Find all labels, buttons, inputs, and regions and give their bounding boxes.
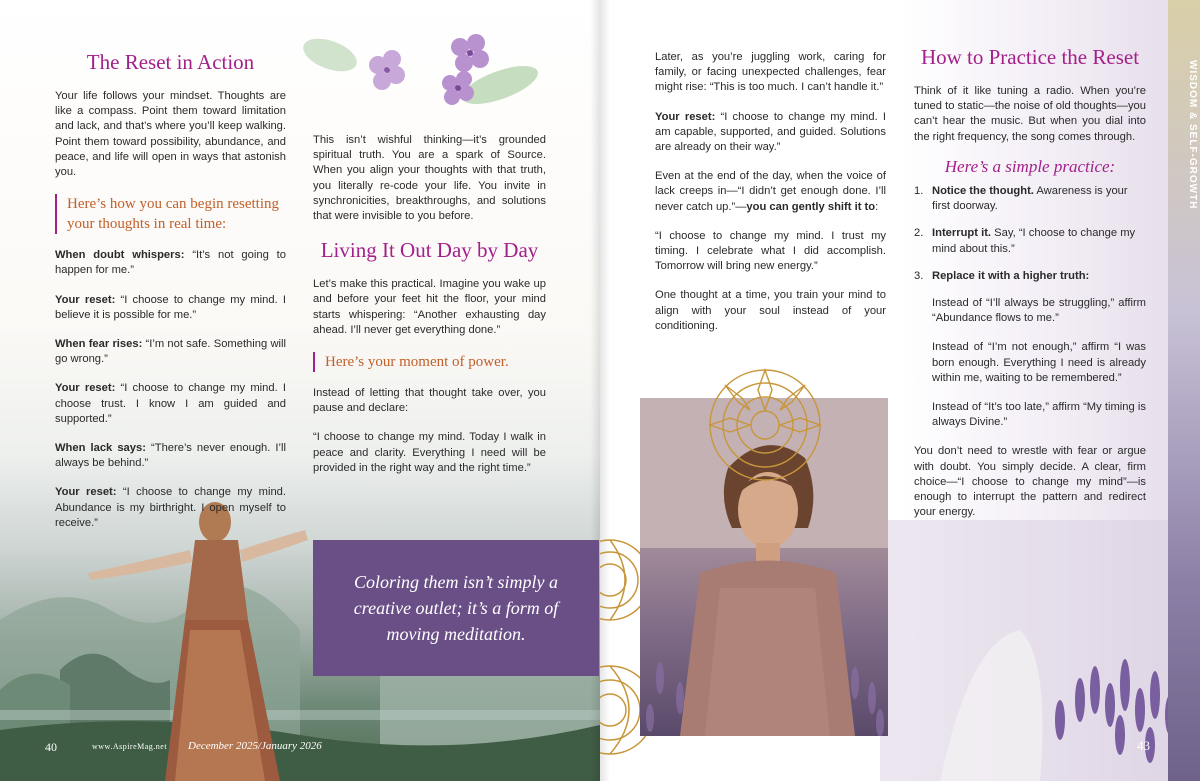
heading-how-to-practice: How to Practice the Reset bbox=[920, 45, 1140, 69]
radio-paragraph: Think of it like tuning a radio. When you’re tuned to static—the noise of old thoughts—you can’t hear the music. But when you dial into the right frequency, the song comes through. bbox=[914, 85, 1146, 143]
step-2: 2. Interrupt it. Say, “I choose to change my mind about this.” bbox=[914, 227, 1136, 255]
callout-begin-resetting: Here’s how you can begin resetting your thoughts in real time: bbox=[55, 194, 286, 234]
pair-reset-3: Your reset: “I choose to change my mind. Abundance is my birthright. I open myself to receive.” bbox=[55, 486, 286, 529]
declaration-paragraph: “I choose to change my mind. Today I walk in peace and clarity. Everything I need will be provided in the right way and the right time.” bbox=[313, 431, 546, 474]
trust-timing-paragraph: “I choose to change my mind. I trust my timing. I celebrate what I did accomplish. Tomorrow will bring new energy.” bbox=[655, 229, 886, 273]
reset-paragraph: Your reset: “I choose to change my mind. I am capable, supported, and guided. Solutions are already on their way.” bbox=[655, 110, 886, 154]
lilac-flowers-decoration bbox=[300, 25, 550, 115]
website-footer: www.AspireMag.net bbox=[92, 742, 168, 751]
example-not-enough: Instead of “I’m not enough,” affirm “I was born enough. Everything I need is already within me, waiting to be remembered.” bbox=[932, 341, 1146, 384]
spiritual-truth-paragraph: This isn’t wishful thinking—it’s grounded spiritual truth. You are a spark of Source. When you align your thoughts with that truth, you literally re-code your life. You invite in synchronicities, breakthroughs, and solutions that were invisible to you before. bbox=[313, 134, 546, 223]
pull-quote bbox=[313, 540, 599, 676]
end-of-day-paragraph: Even at the end of the day, when the voice of lack creeps in—“I didn’t get enough done. I’ll never catch up.”—you can gently shift it to: bbox=[655, 170, 886, 213]
subhead-simple-practice: Here’s a simple practice: bbox=[944, 156, 1116, 176]
pause-paragraph: Instead of letting that thought take over, you pause and declare: bbox=[313, 387, 546, 415]
column-3 bbox=[655, 50, 886, 348]
column-4 bbox=[914, 45, 1146, 534]
column-2 bbox=[313, 133, 546, 490]
one-thought-paragraph: One thought at a time, you train your mind to align with your soul instead of your conditioning. bbox=[655, 289, 886, 332]
step-1: 1. Notice the thought. Awareness is your first doorway. bbox=[914, 185, 1128, 213]
pair-lack: When lack says: “There’s never enough. I’ll always be behind.” bbox=[55, 442, 286, 470]
pair-reset-1: Your reset: “I choose to change my mind. I believe it is possible for me.” bbox=[55, 293, 286, 321]
example-too-late: Instead of “It’s too late,” affirm “My timing is always Divine.” bbox=[932, 401, 1146, 429]
column-1 bbox=[55, 50, 286, 545]
page-number-left: 40 bbox=[45, 740, 57, 754]
heading-living-it-out: Living It Out Day by Day bbox=[320, 238, 539, 263]
closing-paragraph: You don’t need to wrestle with fear or argue with doubt. You simply decide. A clear, firm choice—“I choose to change my mind”—is enough to interrupt the pattern and redirect your energy. bbox=[914, 445, 1146, 519]
intro-paragraph: Your life follows your mindset. Thoughts are like a compass. Point them toward limitation and lack, and that’s where you’ll keep walking. Point them toward possibility, abundance, and peace, and life will open in ways that astonish you. bbox=[55, 90, 286, 179]
gold-mandala-decoration bbox=[700, 360, 830, 490]
pair-fear: When fear rises: “I’m not safe. Something will go wrong.” bbox=[55, 338, 286, 366]
pair-reset-2: Your reset: “I choose to change my mind. I choose trust. I know I am guided and supported.” bbox=[55, 382, 286, 425]
step-3: 3. Replace it with a higher truth: bbox=[914, 269, 1090, 282]
juggling-paragraph: Later, as you’re juggling work, caring for family, or facing unexpected challenges, fear might rise: “This is too much. I can’t handle it.” bbox=[655, 51, 886, 94]
section-label: WISDOM & SELF-GROWTH bbox=[1187, 60, 1198, 210]
practical-paragraph: Let’s make this practical. Imagine you wake up and before your feet hit the floor, your mind starts whispering: “Another exhausting day ahead. I’ll never get everything done.” bbox=[313, 278, 546, 336]
pair-doubt: When doubt whispers: “It’s not going to happen for me.” bbox=[55, 249, 286, 277]
page-number-right: 43 bbox=[1137, 738, 1150, 753]
issue-date-footer: December 2025/January 2026 bbox=[188, 740, 322, 752]
practice-steps-list bbox=[914, 184, 1146, 284]
heading-reset-in-action: The Reset in Action bbox=[86, 50, 255, 74]
callout-moment-of-power: Here’s your moment of power. bbox=[313, 352, 546, 372]
example-struggling: Instead of “I’ll always be struggling,” affirm “Abundance flows to me.” bbox=[932, 297, 1146, 325]
pull-quote-text: Coloring them isn’t simply a creative outlet; it’s a form of moving meditation. bbox=[353, 572, 559, 644]
lavender-field-illustration bbox=[880, 520, 1200, 781]
